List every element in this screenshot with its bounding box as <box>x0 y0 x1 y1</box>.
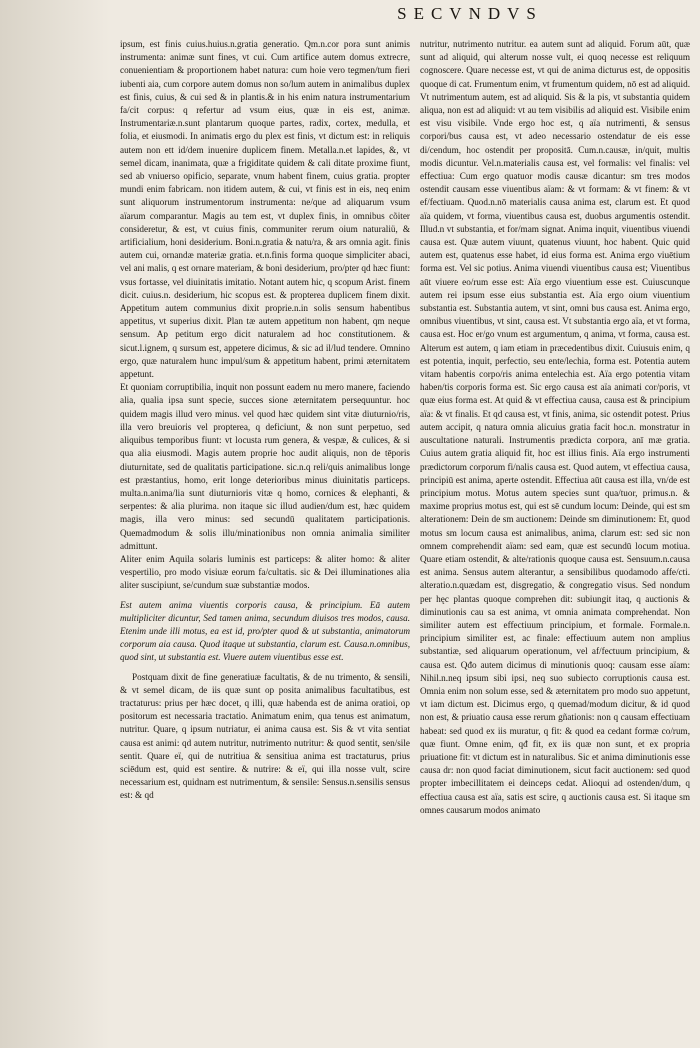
left-paragraph-5: Postquam dixit de fine generatiuæ facultatis, & de nu trimento, & sensili, & vt semel dicam, de iis quæ sunt op posita animalibus facultatibus, est tractaturus: prius per hæc docet, q illi, quæ habenda est de anima oratioi, op positorum est necessaria tractatio. Animatum enim, qua tenus est animatum, nutritur. Quare, q ipsum nutriatur, ei anima causa est. Sis & vt vita sentiat causa est animi: qd autem nutritur, nutrimento nutritur: & quod sentit, sen/sile sentit. Quare eï, qui de nutritiua & sensitiua anima est tractaturus, prius sciēdum est, quid est sentire. & nutrire: & eï, qui illa nosse vult, scire necessarium est, quidnam est nutrimentum, & sensile: Sensus.n.sensilis sensus est: & qd <box>120 671 410 801</box>
right-paragraph-1: nutritur, nutrimento nutritur. ea autem sunt ad aliquid. Forum aūt, quæ sunt ad aliquid, qui alterum nosse vult, ei quoq necesse est reliquum cognoscere. Quare necesse est, vt qui de anima dicturus est, de oppositis quoque di cat. Frumentum enim, vt frumentum quidem, nō est ad aliquid. Vt nutrimentum autem, est ad aliquid. Sis & la pis, vt substantia quidem aliqua, non est ad aliquid: vt au tem visibilis ad aliquid est. Visibile enim est visu visibile. Vnde ergo hoc est, q aïa nutrimenti, & sensus corpori/bus causa est, vt adeo necessario ostendatur de eis esse di/cendum, hoc ostendit per propositā. Cum.n.causæ, in/quit, multis modis dicuntur. Vel.n.materialis causa est, vel formalis: vel finalis: vel effectiua: Cum ergo quatuor modis causæ dicantur: sm tres modos ostendit causam esse viuentibus aïam: & vt formam: & vt finem: & vt ef/fectiuam. Quod.n.nō materialis causa anima est, clarum est. Et quod aïa quidem, vt forma, viuentibus causa est, duobus argumentis ostendit. Illud.n vt substantia, et for/mam signat. Anima inquit, viuentibus viuendi causa est. Quæ autem viuunt, quatenus viuunt, hoc habent. Quic quid autem est, quatenus esse habet, id eius forma est. Anima ergo viuētium forma est. Vel sic potius. Anima viuendi viuentibus causa est; Viuentibus aūt viuere eo/rum esse est: Aïa ergo viuentium esse est. Cuiuscunque autem rei ipsum esse eius substantia est. Aïa ergo oium viuentium substantia est. Substantia autem, vt sint, omni bus causa est. Anima ergo, omnibus viuentibus, vt sint, causa est. Vt substantia ergo aïa, et vt forma, causa est. Hoc er/go vnum est argumentum, q anima, vt forma, causa est. Alterum est autem, q iam etiam in præcedentibus dixit. Cuiusuis enim, q est potentia, inquit, perfectio, seu ente/lechia, forma est. Potentia autem vitam habentis corpo/ris anima entelechia est. Aïa ergo potentia vitam haben/tis corporis forma est. Sic ergo causa est aïa animati cor/poris, vt quæ eius forma est. At quid & vt effectiua causa, causa est & principium aïa: & vt finalis. Et qd causa est, vt finis, anima, sic ostendit potest. Prius autem accipit, q natura omnia alicuius gratia facit hoc.n. monstratur in auscultatione naturali. Instrumentis prædicta corpora, anī mæ gratia. Cuius autem gratia aliquid fit, hoc est illius finis. Aïa ergo instrumenti prædictorum corporum fi/nalis causa est. Quod autem, vt effectiua causa, principiū est anima, aperte ostendit. Effectiua aūt causa est illa, vn/de est principium motus. Motus autem species sunt qua/tuor, primus.n. & maxime proprius motus est, qui est sē cundum locum: Deinde, qui est sm alterationem: Dein de sm auctionem: Deinde sm diminutionem: Et, quod motus sm locum causa est animalibus, anima, clarum est: sed sic non omnem comprehendit aïam: sed eam, quæ est secundū locum motiua. Quare etiam ostendit, & alte/rationis quoque causa est. Sensuum.n.causa est anima. Sensus autem alterantur, a sensibilibus quodamodo affe/cti. alteratio.n.quædam est, disgregatio, & congregatio visus. Sed nondum per hęc plantas quoque comprehen dit: subiungit itaq, q auctionis & diminutionis cau sa est anima, vt omnia animata comprehendat. Non similiter autem est effectiuum principium, et formale. Formale.n. principium similiter est, ac finale: effectiuum autem non amplius substantiæ, sed aliquarum operationum, vel af/fectuum principium, & causa est. Qđo autem dicimus di minutionis quoq: causam esse aïam: Nihil.n.neq ipsum sibi ipsi, neq suo subiecto corruptionis causa est. Omnia enim non solum esse, sed & æternitatem pro modo suo appetunt, vt iam dictum est. Dicimus ergo, q quemad/modum dicitur, & id quod non est, & priuatio causa esse rerum gñationis: non q causam effectiuam habeat: sed quod ex iis muratur, q fit: & quod ea cedant formæ co/rum, quæ fiunt. Omne enim, qđ fit, ex iis quæ non sunt, et ex propria priuatione fit: vt dictum est in naturalibus. Sic et anima diminutionis esse causa dr: non quod faciat diminutionem, sicut facit auctionem: sed quod propter imbecillitatem ei deinceps cedat. Alioqui ad ostenden/dum, q effectiua causa est aïa, satis est scire, q auctionis causa est. Si itaque sm omnes causarum modos animato <box>420 39 690 815</box>
gutter-shadow <box>0 0 110 1048</box>
running-header: SECVNDVS <box>397 4 543 23</box>
left-paragraph-1: ipsum, est finis cuius.huius.n.gratia generatio. Qm.n.cor pora sunt animis instrumenta: animæ sunt fines, vt cui. Cum artifice autem domus extrecre, conuenientiam & proportionem habet natura: cum hoie vero tegmen/tum fieri iubenti aia, cum corpore autem domus non so/lum autem in animalibus duplex est finis, cuius, & cui sed & in plantis.& in his enim natura instrumentarium fa/cit corpus: q refertur ad vsum eius, quæ in eis est, animæ. Instrumentariæ.n.sunt plantarum quoque partes, radix, cortex, medulla, et folia, et eiusmodi. In animatis ergo du plex est finis, vt dictum est: in reliquis autem non ett id/dem inuenire duplicem finem. Metalla.n.et lapides, &, vt semel dicam, inanimata, quæ a frigiditate quidem & cali ditate proxime fiunt, sed ab vniuerso opificio, separate, vnum habent finem, cuius gratia. propter mundi enim fabricam. non itidem autem, & cui, vt finis est in eis, neq enim sunt aliquorum instrumentorum instrumenta: ne/que ad aliquarum vsum aïarum comparantur. Magis au tem est, vt duplex finis, in omnibus cõiter consideretur, & est, vt cuius finis, communiter rerum oium naturaliü, & artificialium, honi desiderium. Boni.n.gratia & natu/ra, & ars omnia agit. finis autem cui, ornandæ materiæ gratia. et.n.finis forma quoque simpliciter abaci, vel ani malis, q est ornare materiam, & boni desiderium, pro/pter qd hæc fiunt: vsus fortasse, vel diuinitatis imitatio. Notant autem hic, q scopum Arist. finem dicit. cuius.n. desiderium, hic scopus est. & propterea duplicem finem dixit. Appetitum autem communius dixit proprie.n.in solis sensum habentibus appetitus, vt superius dixit. Plan tæ autem appetitum non habent, qm neque sensum. Ap petitum ergo dicit naturalem ad hoc constitutionem. & sicut.l.ignem, q sursum est, appetere dicimus, & sic ad il/lud tendere. Omnino ergo, quæ naturalem hunc impul/sum & appetitum habent, primi æternitatem appetunt. <box>120 39 410 380</box>
left-column <box>120 38 410 803</box>
left-lemma-italic: Est autem anima viuentis corporis causa, & principium. Eā autem multipliciter dicuntur, Sed tamen anima, secundum diuisos tres modos, causa. Etenim unde illi motus, ea est id, pro/pter quod & ut substantia, animatorum corporum aia causa. Quod itaque ut substantia, clarum est. Causa.n.omnibus, quod sint, ut substantia est. Viuere autem viuentibus esse est. <box>120 599 410 663</box>
left-paragraph-2: Et quoniam corruptibilia, inquit non possunt eadem nu mero manere, faciendo alia, qualia ipsa sunt specie, succes sione æternitatem persequuntur. hoc quidem magis illud vero minus. vel quod hæc quidem sint vitæ diuturnio/ris, illa vero breuioris vel propterea, q deficiunt, & non sunt perpetuo, sed aliquibus temporibus fiunt: vt locusta rum genera, & vespæ, & culices, & si qua alia eiusmodi. Magis autem proprie hoc audit aliquis, non de tēporis diuturnitate, sed de qualitatis participatione. sic.n.q reli/quis animalibus longe est præstantius, homo, erit longe deterioribus minus diuinitatis particeps. multa.n.anima/lia sunt diuturnioris vitæ q homo, cornices & elephanti, & serpentes: & alia plurima. non itaque sic illud audien/dum est, hæc quidem magis, illa vero minus: sed secundū qualitatem participationis. Quemadmodum & solis illu/minationibus non omnia animalia similiter admittunt. <box>120 382 410 551</box>
right-column <box>420 38 690 817</box>
left-paragraph-3: Aliter enim Aquila solaris luminis est particeps: & aliter homo: & aliter vespertilio, pro modo visiuæ eorum fa/cultatis. sic & Dei illuminationes alia aliter suscipiunt, se/cundum suæ substantiæ modos. <box>120 553 410 591</box>
